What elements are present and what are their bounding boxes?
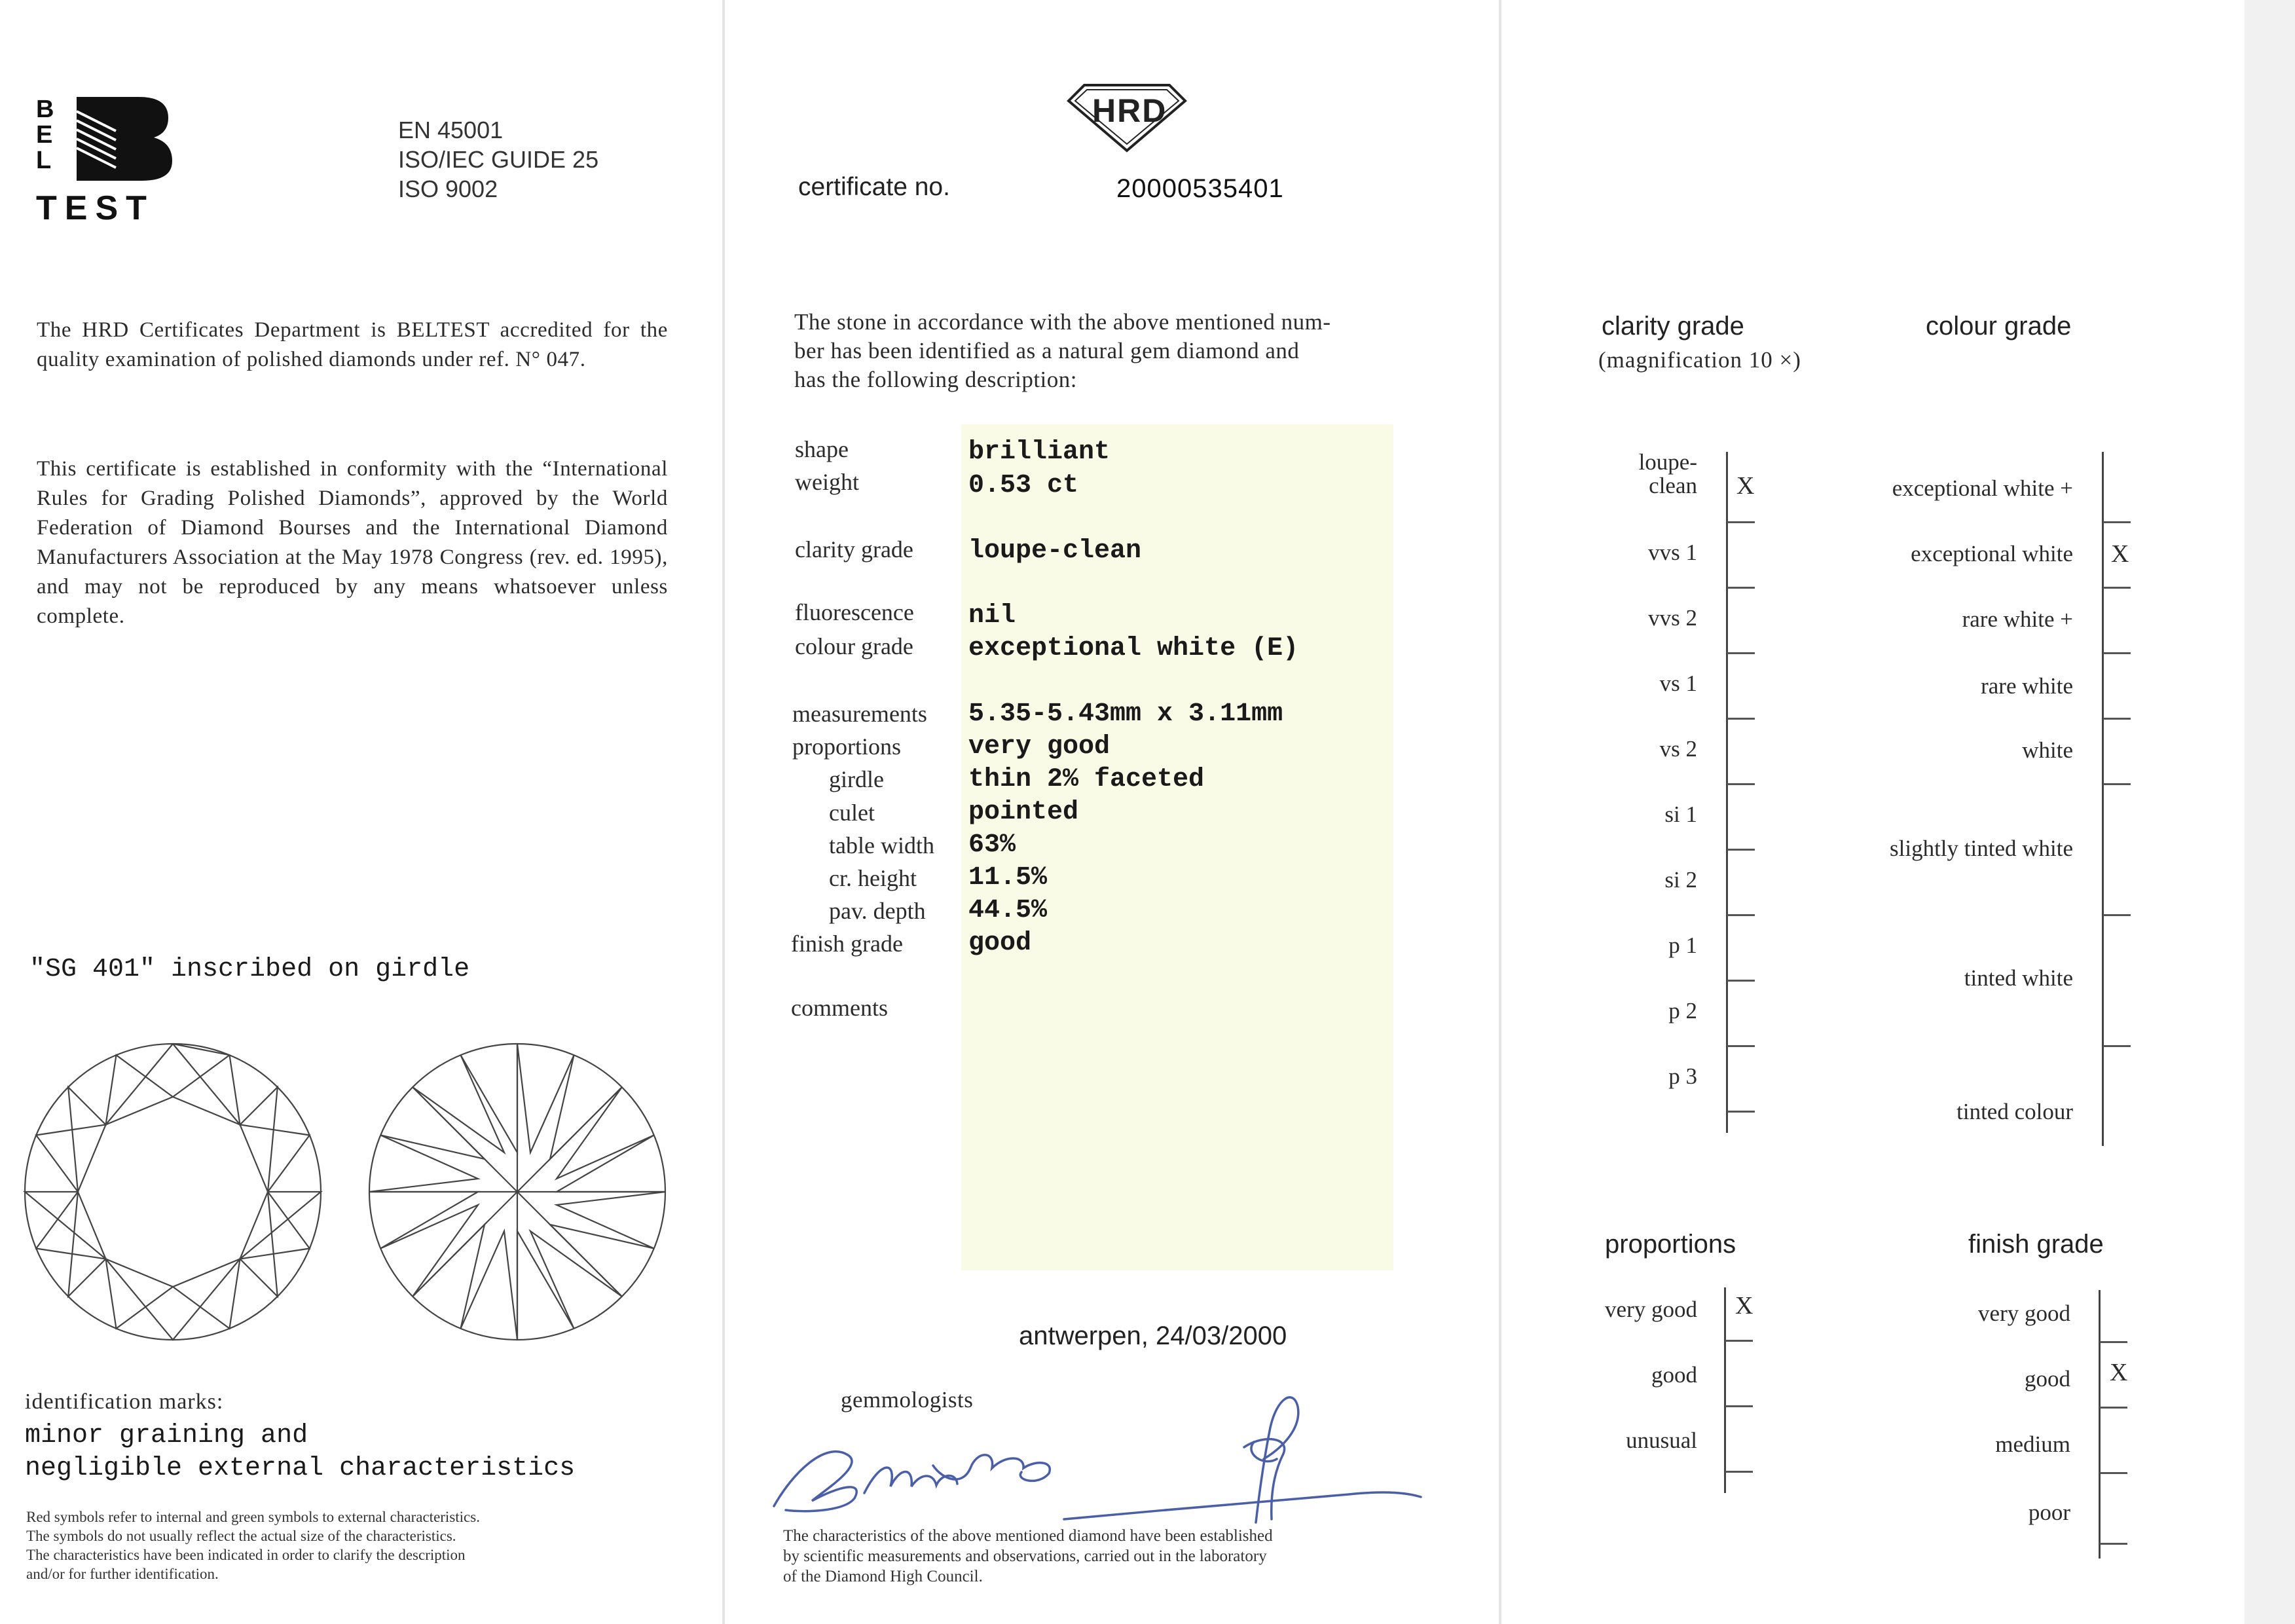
colour-item-exceptional-white: exceptional white [1911, 541, 2073, 566]
colour-divider [2103, 587, 2131, 589]
clarity-divider [1727, 718, 1755, 720]
value-colour: exceptional white (E) [968, 634, 1299, 663]
clarity-divider [1727, 652, 1755, 654]
intro-line-1: The stone in accordance with the above mentioned num- [794, 309, 1331, 335]
finish-item-very-good: very good [1978, 1301, 2070, 1326]
label-weight: weight [795, 469, 859, 495]
gemmologist-signatures [766, 1382, 1493, 1532]
proportions-item-very-good: very good [1605, 1297, 1697, 1322]
logo-letter-b: B [36, 96, 54, 123]
finish-scale-line [2099, 1290, 2101, 1559]
logo-word-test: TEST [36, 189, 155, 227]
colour-divider [2103, 914, 2131, 916]
beltest-logo [36, 97, 174, 228]
clarity-scale-line [1726, 452, 1728, 1133]
gemmologists-label: gemmologists [841, 1387, 974, 1412]
standard-iso9002: ISO 9002 [398, 175, 498, 202]
clarity-item-p2: p 2 [1668, 998, 1697, 1024]
footnote-line-1: Red symbols refer to internal and green symbols to external characteristics. [26, 1509, 480, 1525]
label-fluorescence: fluorescence [795, 599, 914, 625]
laboratory-footer [783, 1526, 1273, 1587]
label-crown-height: cr. height [829, 865, 917, 891]
place-label: antwerpen, [1019, 1321, 1148, 1350]
pavilion-diagram [367, 1041, 668, 1342]
clarity-divider [1727, 849, 1755, 851]
colour-grade-title: colour grade [1926, 312, 2072, 341]
proportions-check-mark: X [1735, 1292, 1753, 1320]
clarity-divider [1727, 1111, 1755, 1113]
value-culet: pointed [968, 798, 1079, 827]
beltest-b-mark-icon [77, 97, 191, 181]
lab-footer-line-2: by scientific measurements and observations, carried out in the laboratory [783, 1547, 1267, 1565]
finish-item-medium: medium [1995, 1431, 2070, 1457]
colour-check-mark: X [2111, 540, 2129, 568]
footnote-line-3: The characteristics have been indicated in order to clarify the description [26, 1547, 466, 1563]
symbols-footnote [26, 1507, 480, 1583]
place-date-line [1019, 1321, 1287, 1351]
colour-divider [2103, 652, 2131, 654]
label-pavilion-depth: pav. depth [829, 898, 926, 924]
value-finish: good [968, 929, 1032, 958]
intro-line-3: has the following description: [794, 367, 1078, 392]
proportions-divider [1725, 1471, 1753, 1473]
clarity-item-vvs1: vvs 1 [1648, 540, 1697, 565]
finish-divider [2100, 1341, 2127, 1343]
lab-footer-line-1: The characteristics of the above mentioned diamond have been established [783, 1527, 1273, 1545]
value-girdle: thin 2% faceted [968, 765, 1205, 794]
finish-divider [2100, 1472, 2127, 1474]
clarity-grade-subtitle: (magnification 10 ×) [1598, 347, 1801, 373]
clarity-divider [1727, 980, 1755, 982]
value-measurements: 5.35-5.43mm x 3.11mm [968, 699, 1283, 729]
footnote-line-2: The symbols do not usually reflect the actual size of the characteristics. [26, 1528, 456, 1544]
value-shape: brilliant [968, 437, 1111, 467]
clarity-item-vs2: vs 2 [1659, 736, 1697, 762]
intro-line-2: ber has been identified as a natural gem diamond and [794, 338, 1300, 363]
hrd-logo [1066, 81, 1188, 153]
identification-line-2: negligible external characteristics [25, 1454, 576, 1483]
proportions-divider [1725, 1340, 1753, 1342]
certificate-label: certificate no. [798, 173, 950, 201]
colour-scale-line [2102, 452, 2104, 1146]
finish-item-poor: poor [2028, 1500, 2070, 1525]
label-finish: finish grade [791, 931, 903, 957]
standard-en45001: EN 45001 [398, 117, 504, 143]
value-table-width: 63% [968, 830, 1016, 860]
value-clarity: loupe-clean [968, 536, 1142, 566]
hrd-logo-text: HRD [1092, 92, 1167, 129]
clarity-item-vs1: vs 1 [1659, 671, 1697, 696]
standard-iso-iec-guide: ISO/IEC GUIDE 25 [398, 146, 599, 173]
page-edge-right [2245, 0, 2295, 1624]
conformity-paragraph: This certificate is established in conformity with the “International Rules for Grading Polished Diamonds”, approved by the World Federation of Diamond Bourses and the International Diamond Manufacturers Association at the May 1978 Congress (rev. ed. 1995), and may not be reproduced by any means whatsoever unless complete. [37, 457, 668, 628]
clarity-grade-title: clarity grade [1602, 312, 1744, 341]
colour-item-slightly-tinted-white: slightly tinted white [1890, 836, 2073, 861]
clarity-loupe-label-1: loupe- [1638, 449, 1697, 475]
finish-grade-title: finish grade [1968, 1230, 2104, 1259]
intro-paragraph [794, 308, 1331, 394]
logo-letter-l: L [36, 147, 52, 174]
clarity-divider [1727, 783, 1755, 785]
lab-footer-line-3: of the Diamond High Council. [783, 1568, 983, 1585]
finish-check-mark: X [2110, 1359, 2128, 1386]
certificate-number: 20000535401 [1116, 174, 1284, 203]
label-shape: shape [795, 436, 849, 462]
value-crown-height: 11.5% [968, 863, 1048, 893]
clarity-item-si1: si 1 [1664, 802, 1697, 827]
clarity-item-si2: si 2 [1664, 867, 1697, 893]
identification-label: identification marks: [25, 1390, 224, 1414]
value-pavilion-depth: 44.5% [968, 896, 1048, 925]
colour-item-tinted-colour: tinted colour [1956, 1099, 2073, 1124]
finish-divider [2100, 1543, 2127, 1545]
finish-divider [2100, 1407, 2127, 1409]
identification-line-1: minor graining and [25, 1421, 308, 1450]
label-culet: culet [829, 800, 875, 826]
inscription-text: "SG 401" inscribed on girdle [29, 955, 470, 984]
value-proportions: very good [968, 732, 1111, 762]
clarity-divider [1727, 914, 1755, 916]
colour-divider [2103, 1045, 2131, 1047]
colour-item-rare-white-plus: rare white + [1962, 606, 2073, 632]
proportions-item-good: good [1651, 1362, 1697, 1388]
clarity-item-vvs2: vvs 2 [1648, 605, 1697, 631]
label-girdle: girdle [829, 766, 884, 792]
crown-diagram [22, 1041, 323, 1342]
footnote-line-4: and/or for further identification. [26, 1566, 219, 1582]
fold-line-right [1499, 0, 1501, 1624]
standards-list [398, 115, 598, 204]
proportions-item-unusual: unusual [1626, 1428, 1697, 1453]
value-fluorescence: nil [968, 601, 1016, 631]
clarity-loupe-label-2: clean [1649, 473, 1697, 498]
clarity-divider [1727, 587, 1755, 589]
colour-divider [2103, 718, 2131, 720]
proportions-scale-line [1724, 1287, 1726, 1493]
label-clarity: clarity grade [795, 536, 913, 563]
colour-item-rare-white: rare white [1981, 673, 2073, 699]
clarity-check-mark: X [1736, 472, 1755, 500]
colour-item-white: white [2022, 737, 2073, 763]
clarity-item-loupe-clean [1611, 451, 1697, 498]
clarity-item-p1: p 1 [1668, 932, 1697, 958]
logo-letter-e: E [36, 121, 53, 149]
label-proportions: proportions [792, 733, 901, 760]
fold-line-left [722, 0, 725, 1624]
clarity-divider [1727, 1045, 1755, 1047]
label-table-width: table width [829, 832, 934, 858]
colour-item-exceptional-white-plus: exceptional white + [1892, 475, 2073, 501]
label-comments: comments [791, 995, 888, 1021]
colour-item-tinted-white: tinted white [1964, 965, 2073, 991]
colour-divider [2103, 521, 2131, 523]
proportions-title: proportions [1605, 1230, 1736, 1259]
label-colour: colour grade [795, 633, 913, 659]
accreditation-paragraph: The HRD Certificates Department is BELTEST accredited for the quality examination of polished diamonds under ref. N° 047. [37, 318, 668, 371]
colour-divider [2103, 783, 2131, 785]
clarity-item-p3: p 3 [1668, 1063, 1697, 1089]
clarity-divider [1727, 521, 1755, 523]
proportions-divider [1725, 1405, 1753, 1407]
issue-date: 24/03/2000 [1156, 1321, 1287, 1350]
label-measurements: measurements [792, 701, 927, 727]
finish-item-good: good [2025, 1366, 2070, 1392]
value-weight: 0.53 ct [968, 471, 1079, 500]
